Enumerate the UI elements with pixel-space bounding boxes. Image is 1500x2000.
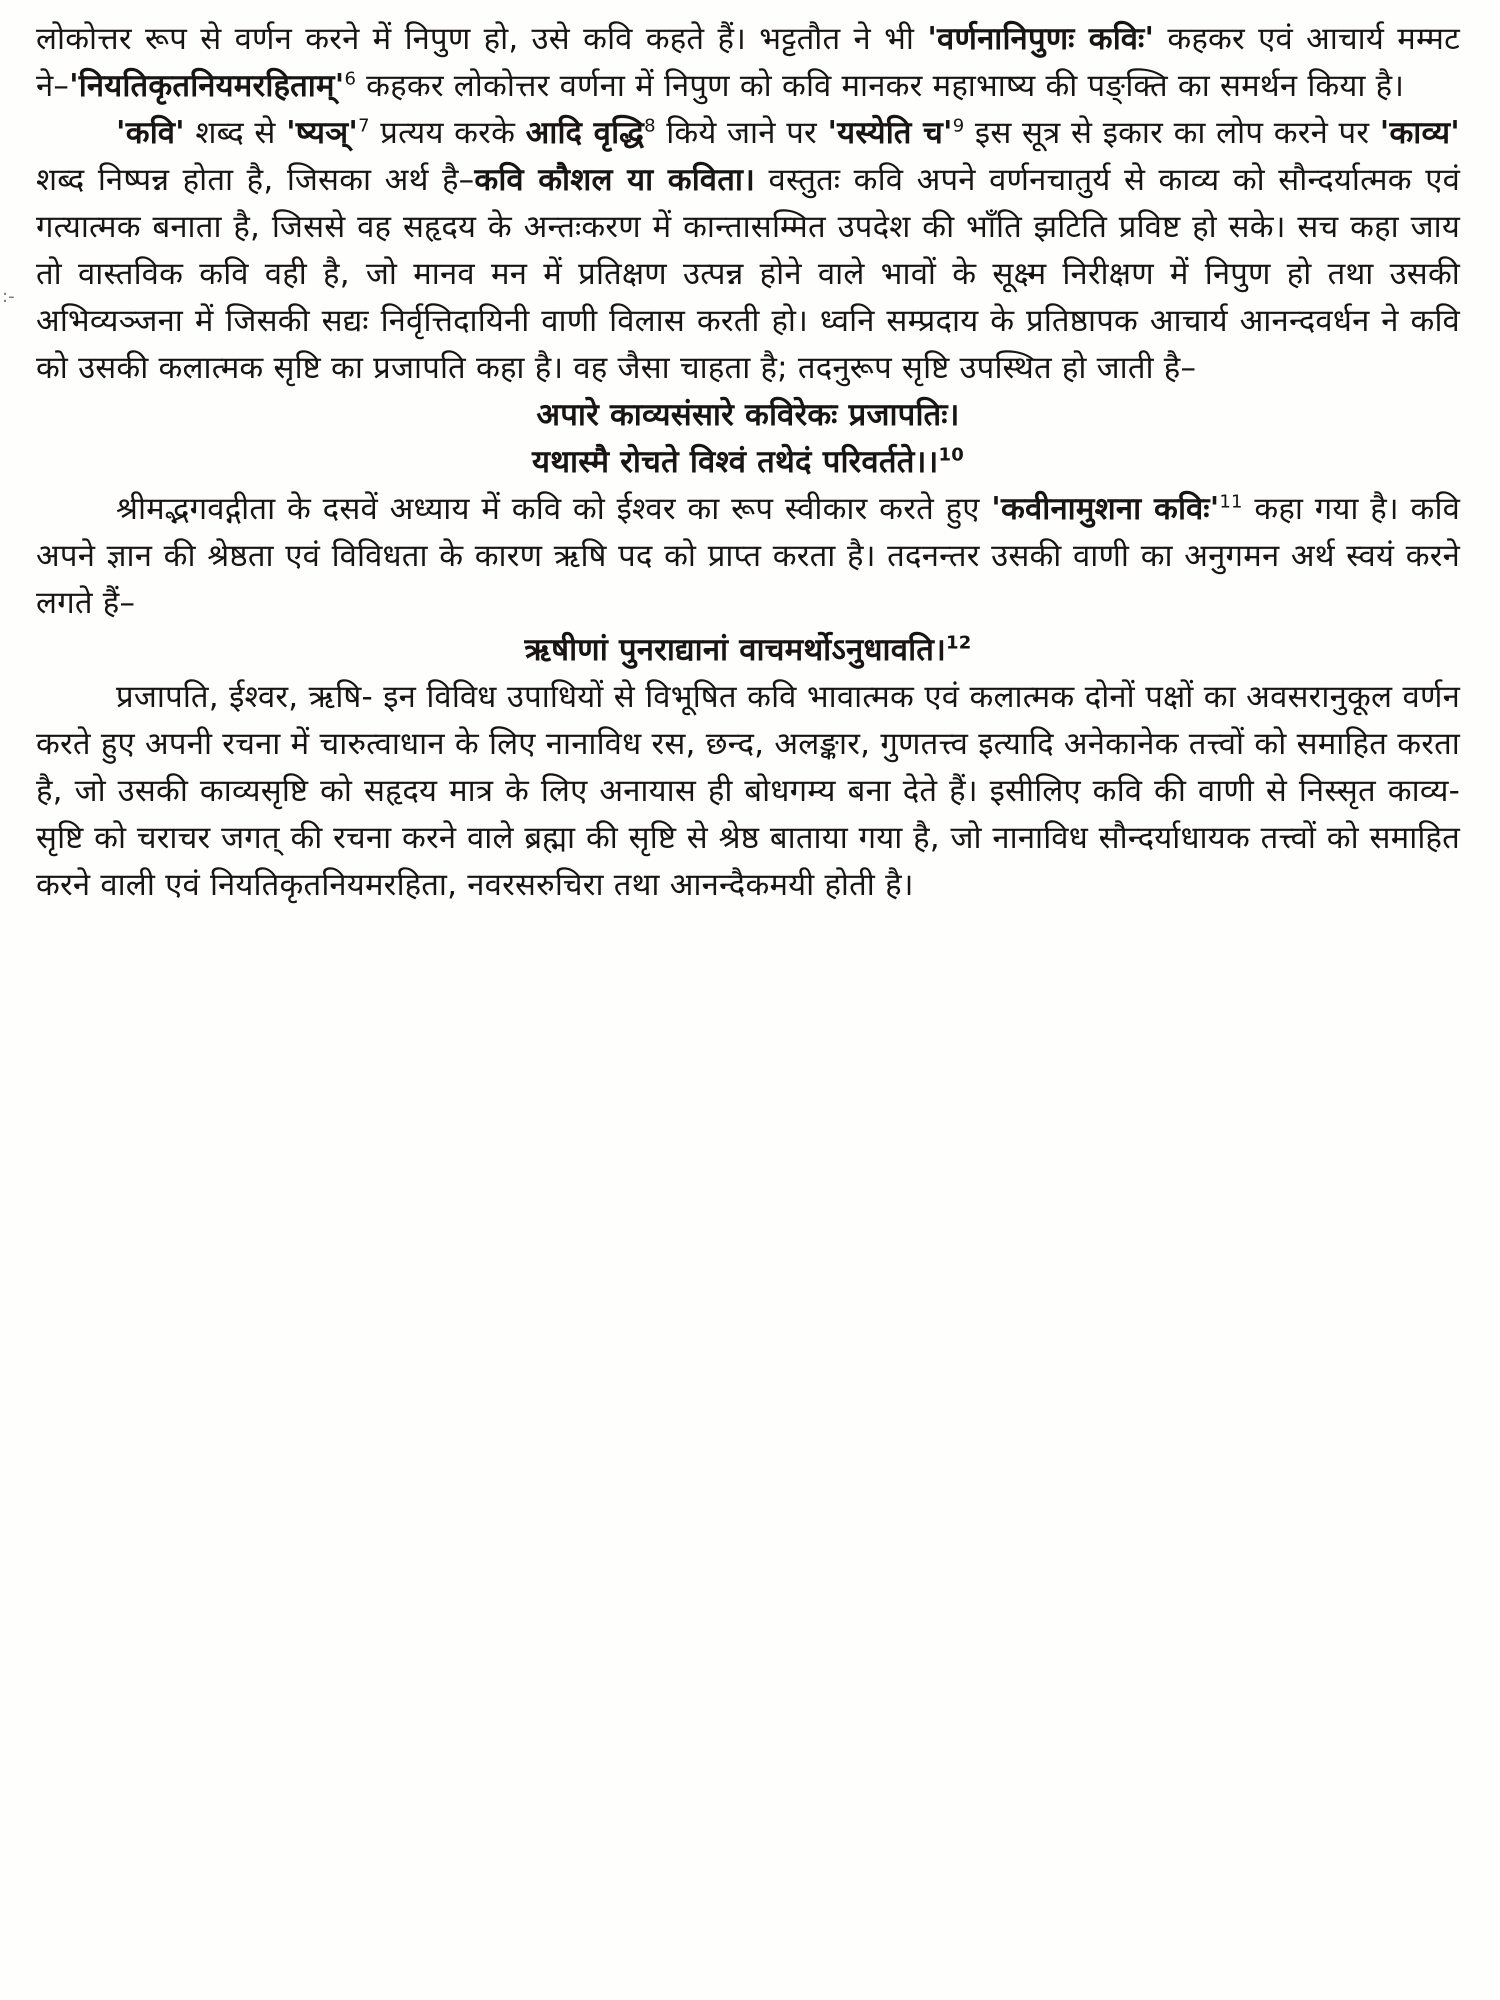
text-segment: किये जाने पर: [655, 115, 828, 151]
footnote-reference: 8: [644, 115, 656, 137]
paragraph: [36, 674, 1460, 909]
text-segment: यथास्मै रोचते विश्वं तथेदं परिवर्तते।।: [532, 444, 939, 480]
text-segment: वस्तुतः कवि अपने वर्णनचातुर्य से काव्य को सौन्दर्यात्मक एवं गत्यात्मक बनाता है, जिससे वह सहृदय के अन्तःकरण में कान्तासम्मित उपदेश की भाँति झटिति प्रविष्ट हो सके। सच कहा जाय तो वास्तविक कवि वही है, जो मानव मन में प्रतिक्षण उत्पन्न होने वाले भावों के सूक्ष्म निरीक्षण में निपुण हो तथा उसकी अभिव्यञ्जना में जिसकी सद्यः निर्वृत्तिदायिनी वाणी विलास करती हो। ध्वनि सम्प्रदाय के प्रतिष्ठापक आचार्य आनन्दवर्धन ने कवि को उसकी कलात्मक सृष्टि का प्रजापति कहा है। वह जैसा चाहता है; तदनुरूप सृष्टि उपस्थित हो जाती है–: [36, 162, 1461, 386]
text-segment: 'नियतिकृतनियमरहिताम्': [69, 68, 345, 104]
verse-line: [36, 439, 1460, 486]
text-segment: 'कवि': [116, 115, 185, 151]
text-segment: 'यस्येति च': [827, 115, 953, 151]
paragraph: [36, 110, 1460, 392]
paragraph: [36, 16, 1460, 110]
verse-line: [36, 627, 1460, 674]
footnote-reference: 10: [938, 444, 964, 466]
text-segment: प्रजापति, ईश्वर, ऋषि- इन विविध उपाधियों से विभूषित कवि भावात्मक एवं कलात्मक दोनों पक्षों का अवसरानुकूल वर्णन करते हुए अपनी रचना में चारुत्वाधान के लिए नानाविध रस, छन्द, अलङ्कार, गुणतत्त्व इत्यादि अनेकानेक तत्त्वों को समाहित करता है, जो उसकी काव्यसृष्टि को सहृदय मात्र के लिए अनायास ही बोधगम्य बना देते हैं। इसीलिए कवि की वाणी से निस्सृत काव्य-सृष्टि को चराचर जगत् की रचना करने वाले ब्रह्मा की सृष्टि से श्रेष्ठ बाताया गया है, जो नानाविध सौन्दर्याधायक तत्त्वों को समाहित करने वाली एवं नियतिकृतनियमरहिता, नवरसरुचिरा तथा आनन्दैकमयी होती है।: [36, 679, 1460, 903]
footnote-reference: 9: [952, 115, 965, 137]
text-segment: अपारे काव्यसंसारे कविरेकः प्रजापतिः।: [536, 397, 960, 433]
text-segment: कवि कौशल या कविता।: [474, 162, 756, 198]
text-segment: आदि वृद्धि: [525, 115, 645, 151]
text-segment: कहकर लोकोत्तर वर्णना में निपुण को कवि मानकर महाभाष्य की पङ्क्ति का समर्थन किया है।: [356, 68, 1405, 104]
text-segment: 'काव्य': [1379, 115, 1460, 151]
text-segment: शब्द से: [184, 115, 287, 151]
verse-line: [36, 392, 1460, 439]
text-segment: इस सूत्र से इकार का लोप करने पर: [964, 115, 1380, 151]
text-segment: 'वर्णनानिपुणः कविः': [927, 21, 1155, 57]
text-segment: 'ष्यञ्': [286, 115, 359, 151]
text-segment: लोकोत्तर रूप से वर्णन करने में निपुण हो, उसे कवि कहते हैं। भट्टतौत ने भी: [36, 21, 928, 57]
scan-edge-artifact: :-: [2, 286, 15, 307]
text-segment: कहा गया है। कवि अपने ज्ञान की श्रेष्ठता एवं विविधता के कारण ऋषि पद को प्राप्त करता है। तदनन्तर उसकी वाणी का अनुगमन अर्थ स्वयं करने लगते हैं–: [36, 491, 1461, 621]
text-segment: प्रत्यय करके: [369, 115, 526, 151]
footnote-reference: 12: [946, 632, 972, 654]
text-segment: कहकर एवं आचार्य मम्मट ने–: [36, 21, 1460, 104]
footnote-reference: 6: [344, 68, 357, 90]
text-segment: 'कवीनामुशना कविः': [991, 491, 1220, 527]
paragraph: [36, 486, 1460, 627]
text-segment: श्रीमद्भगवद्गीता के दसवें अध्याय में कवि को ईश्वर का रूप स्वीकार करते हुए: [116, 491, 992, 527]
text-segment: शब्द निष्पन्न होता है, जिसका अर्थ है–: [36, 162, 475, 198]
text-segment: ऋषीणां पुनराद्यानां वाचमर्थोऽनुधावति।: [524, 632, 947, 668]
footnote-reference: 11: [1219, 491, 1243, 513]
document-text: [36, 16, 1460, 909]
footnote-reference: 7: [358, 115, 370, 137]
